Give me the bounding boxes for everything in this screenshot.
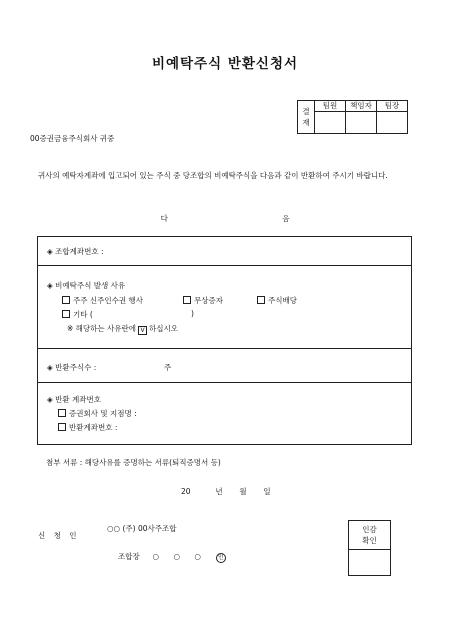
request-body: 귀사의 예탁자계좌에 입고되어 있는 주식 중 당조합의 비예탁주식을 다음과 같이 반환하여 주시기 바랍니다. — [38, 171, 388, 180]
return-account-row[interactable] — [58, 422, 117, 433]
option-dividend-label: 주식배당 — [268, 296, 297, 305]
shares-label: ◈ 반환주식수 : — [47, 363, 97, 372]
applicant-label: 신 청 인 — [38, 531, 80, 540]
option-rights[interactable] — [62, 295, 143, 306]
applicant-chairman — [118, 551, 226, 563]
seal-header-line2: 확인 — [362, 536, 377, 545]
option-other-close: ) — [191, 309, 194, 318]
section-heading: 다 음 — [160, 214, 346, 223]
approval-col-manager: 책임자 — [346, 101, 377, 112]
checkbox-broker[interactable] — [58, 409, 66, 417]
seal-stamp-area[interactable] — [349, 550, 391, 576]
seal-header — [349, 521, 391, 550]
checkbox-rights[interactable] — [62, 296, 70, 304]
return-account-title: ◈ 반환 계좌번호 — [47, 395, 102, 404]
approval-label-text: 결재 — [302, 107, 310, 127]
checkbox-note — [67, 323, 178, 335]
seal-header-line1: 인감 — [362, 525, 377, 534]
shares-field[interactable] — [113, 360, 163, 372]
check-mark-box: V — [138, 326, 147, 335]
date-year: 년 — [215, 487, 223, 496]
divider — [38, 348, 411, 349]
broker-row[interactable] — [58, 408, 137, 419]
seal-confirmation-box — [348, 520, 391, 576]
reason-title: ◈ 비예탁주식 발생 사유 — [47, 281, 126, 290]
option-dividend[interactable] — [257, 295, 297, 306]
return-account-label: 반환계좌번호 : — [69, 423, 118, 432]
approval-label — [298, 101, 315, 134]
date-month: 월 — [239, 487, 247, 496]
checkbox-dividend[interactable] — [257, 296, 265, 304]
chairman-label: 조합장 — [118, 552, 140, 561]
approval-col-member: 팀원 — [315, 101, 346, 112]
divider — [38, 265, 411, 266]
date-day: 일 — [263, 487, 271, 496]
note-suffix: 하십시오 — [149, 324, 178, 333]
account-number-label: ◈ 조합계좌번호 : — [47, 247, 104, 256]
divider — [38, 382, 411, 383]
date-prefix: 20 — [181, 487, 191, 496]
checkbox-return-account[interactable] — [58, 423, 66, 431]
option-rights-label: 주주 신주인수권 행사 — [73, 296, 143, 305]
account-number-field[interactable] — [160, 244, 360, 256]
shares-unit: 주 — [164, 363, 172, 372]
chairman-name: ○ ○ ○ — [152, 552, 207, 561]
option-other[interactable] — [62, 309, 93, 320]
approval-sign-member[interactable] — [315, 112, 346, 134]
form-box — [37, 236, 412, 445]
approval-sign-manager[interactable] — [346, 112, 377, 134]
recipient: 00증권금융주식회사 귀중 — [30, 134, 115, 143]
checkbox-other[interactable] — [62, 310, 70, 318]
option-other-label: 기타 ( — [73, 310, 93, 319]
approval-sign-leader[interactable] — [377, 112, 408, 134]
document-title: 비예탁주식 반환신청서 — [151, 56, 299, 72]
seal-mark-icon: 인 — [216, 553, 226, 563]
checkbox-bonus[interactable] — [183, 296, 191, 304]
applicant-company: ○○ (주) 00사주조합 — [107, 524, 177, 533]
option-bonus-label: 무상증자 — [194, 296, 223, 305]
broker-label: 증권회사 및 지점명 : — [69, 409, 137, 418]
approval-col-leader: 팀장 — [377, 101, 408, 112]
note-prefix: ※ 해당하는 사유란에 — [67, 324, 137, 333]
option-bonus[interactable] — [183, 295, 223, 306]
attachment-note: 첨부 서류 : 해당사유를 증명하는 서류(퇴직증명서 등) — [46, 458, 221, 467]
date-line — [181, 486, 271, 497]
approval-box — [297, 100, 408, 134]
